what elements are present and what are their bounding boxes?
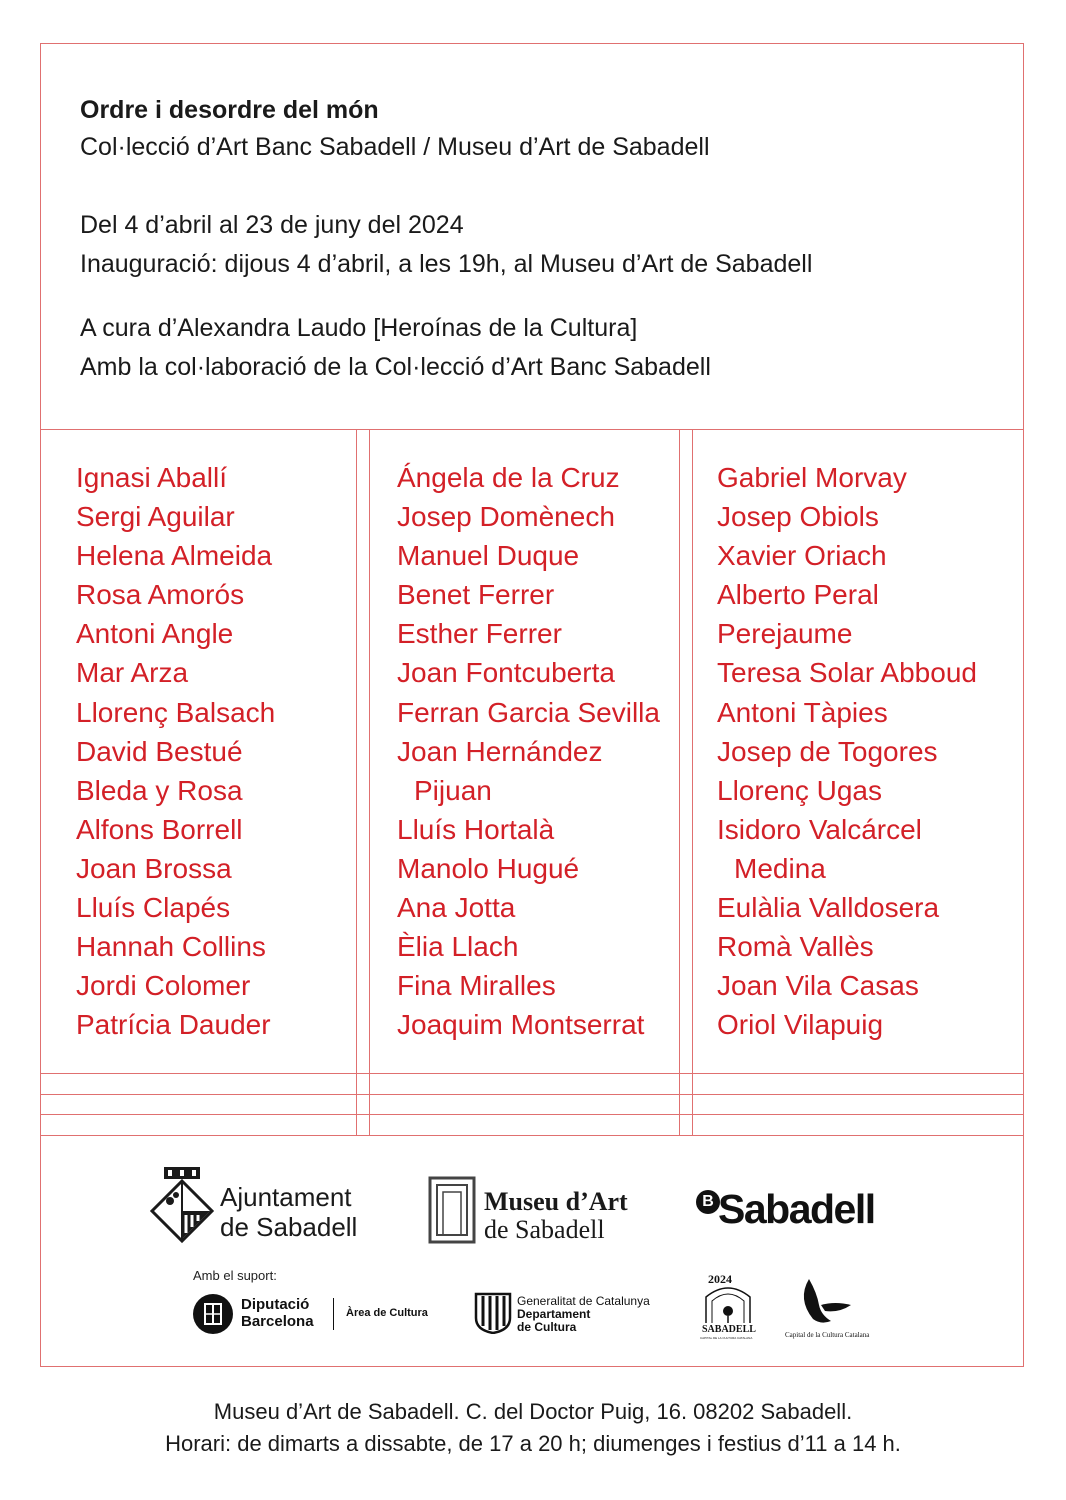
- bird-emblem-icon: [795, 1275, 855, 1327]
- museum-building-icon: [428, 1176, 476, 1244]
- generalitat-logo: [474, 1292, 674, 1336]
- artist-name: Joaquim Montserrat: [397, 1009, 645, 1041]
- artist-name: Romà Vallès: [717, 931, 874, 963]
- exhibition-dates: Del 4 d’abril al 23 de juny del 2024: [80, 211, 464, 239]
- diputacio-logo: [193, 1292, 443, 1336]
- capital-cultura-2024-logo: [700, 1272, 758, 1342]
- footer-address: Museu d’Art de Sabadell. C. del Doctor Puig, 16. 08202 Sabadell.: [213, 1399, 853, 1424]
- artist-name: Manolo Hugué: [397, 852, 580, 884]
- museu-line-2: de Sabadell: [484, 1215, 605, 1244]
- bank-mark-icon: [696, 1190, 720, 1214]
- artist-name: Antoni Tàpies: [717, 696, 888, 728]
- grid-rule-1: [40, 1073, 1024, 1074]
- artist-name: Gabriel Morvay: [717, 462, 907, 493]
- column-rule-1b: [369, 429, 370, 1135]
- arch-illustration-icon: [700, 1285, 756, 1325]
- capital-city: SABADELL: [702, 1324, 756, 1335]
- artist-name: Ángela de la Cruz: [397, 462, 620, 493]
- artist-name: Bleda y Rosa: [76, 774, 243, 806]
- artist-name: Antoni Angle: [76, 618, 234, 650]
- capital-small-caption: CAPITAL DE LA CULTURA CATALANA: [700, 1336, 753, 1340]
- bank-mark-letter: B: [702, 1193, 714, 1210]
- sabadell-shield-icon: [150, 1165, 214, 1245]
- diputacio-line-1: Diputació: [241, 1296, 310, 1313]
- artist-name: Josep de Togores: [717, 735, 938, 767]
- artist-name: Ignasi Aballí: [76, 462, 227, 493]
- bank-wordmark: Sabadell: [718, 1186, 875, 1232]
- capital-year: 2024: [708, 1272, 732, 1286]
- dates-block: [80, 206, 812, 284]
- artist-name: Patrícia Dauder: [76, 1009, 271, 1041]
- artist-name: Joan Hernández: [397, 735, 603, 767]
- artist-name: Llorenç Ugas: [717, 774, 882, 806]
- footer: [0, 1396, 1066, 1460]
- artist-name: Lluís Clapés: [76, 892, 231, 924]
- artist-name: Rosa Amorós: [76, 579, 245, 611]
- header-block: [80, 92, 1000, 167]
- artist-column-3: [717, 458, 977, 1044]
- exhibition-title: Ordre i desordre del món: [80, 96, 379, 124]
- artist-name: Eulàlia Valldosera: [717, 892, 940, 924]
- artist-name: Joan Fontcuberta: [397, 657, 615, 689]
- artist-name: Ana Jotta: [397, 892, 516, 924]
- column-rule-2b: [692, 429, 693, 1135]
- artist-name: Teresa Solar Abboud: [717, 657, 977, 689]
- curator-credit: A cura d’Alexandra Laudo [Heroínas de la Cultura]: [80, 314, 638, 342]
- generalitat-emblem-icon: [474, 1292, 512, 1334]
- diputacio-separator: [333, 1298, 334, 1330]
- artist-name: Mar Arza: [76, 657, 189, 689]
- museu-logo: [428, 1176, 658, 1246]
- artist-name: Esther Ferrer: [397, 618, 562, 650]
- credits-block: [80, 309, 711, 387]
- artist-name: Perejaume: [717, 618, 853, 650]
- artist-name: Xavier Oriach: [717, 540, 887, 572]
- artist-name: Helena Almeida: [76, 540, 273, 572]
- artist-name: Lluís Hortalà: [397, 813, 555, 845]
- footer-hours: Horari: de dimarts a dissabte, de 17 a 20 h; diumenges i festius d’11 a 14 h.: [165, 1431, 901, 1456]
- collaboration-credit: Amb la col·laboració de la Col·lecció d’Art Banc Sabadell: [80, 353, 711, 381]
- support-label: Amb el suport:: [193, 1268, 277, 1283]
- generalitat-line-3: de Cultura: [517, 1320, 577, 1334]
- artist-name: Benet Ferrer: [397, 579, 555, 611]
- logo-divider: [40, 1135, 1024, 1136]
- banc-sabadell-logo: [696, 1186, 926, 1236]
- artist-name: David Bestué: [76, 735, 243, 767]
- artist-name: Oriol Vilapuig: [717, 1009, 884, 1041]
- ajuntament-line-1: Ajuntament: [220, 1182, 352, 1212]
- artist-name: Hannah Collins: [76, 931, 266, 963]
- artist-name: Sergi Aguilar: [76, 501, 235, 533]
- ajuntament-line-2: de Sabadell: [220, 1212, 358, 1242]
- artist-name: Manuel Duque: [397, 540, 580, 572]
- artist-name: Llorenç Balsach: [76, 696, 276, 728]
- opening-info: Inauguració: dijous 4 d’abril, a les 19h, al Museu d’Art de Sabadell: [80, 250, 813, 278]
- grid-rule-3: [40, 1114, 1024, 1115]
- generalitat-line-2: Departament: [517, 1307, 591, 1321]
- capital-catalana-label: Capital de la Cultura Catalana: [785, 1331, 870, 1339]
- diputacio-emblem-icon: [193, 1294, 233, 1334]
- capital-cultura-catalana-logo: [785, 1275, 875, 1343]
- exhibition-subtitle: Col·lecció d’Art Banc Sabadell / Museu d’Art de Sabadell: [80, 133, 710, 161]
- artist-name-continuation: Pijuan: [414, 774, 492, 806]
- ajuntament-logo: [150, 1165, 380, 1245]
- artist-name: Fina Miralles: [397, 970, 556, 1002]
- generalitat-line-1: Generalitat de Catalunya: [517, 1294, 650, 1308]
- grid-rule-2: [40, 1094, 1024, 1095]
- artist-name: Isidoro Valcárcel: [717, 813, 922, 845]
- artist-name: Èlia Llach: [397, 931, 519, 963]
- artist-name: Joan Vila Casas: [717, 970, 919, 1002]
- artist-column-1: [76, 458, 275, 1044]
- artist-name: Ferran Garcia Sevilla: [397, 696, 660, 728]
- artist-name-continuation: Medina: [734, 852, 826, 884]
- column-rule-2a: [679, 429, 680, 1135]
- column-rule-1a: [356, 429, 357, 1135]
- artist-name: Josep Obiols: [717, 501, 879, 533]
- artist-name: Josep Domènech: [397, 501, 615, 533]
- artist-column-2: [397, 458, 660, 1044]
- area-cultura-label: Àrea de Cultura: [346, 1307, 428, 1319]
- artist-name: Joan Brossa: [76, 852, 232, 884]
- artist-name: Alfons Borrell: [76, 813, 243, 845]
- museu-line-1: Museu d’Art: [484, 1187, 628, 1216]
- diputacio-line-2: Barcelona: [241, 1313, 314, 1330]
- header-divider: [40, 429, 1024, 430]
- artist-name: Jordi Colomer: [76, 970, 251, 1002]
- artist-name: Alberto Peral: [717, 579, 879, 611]
